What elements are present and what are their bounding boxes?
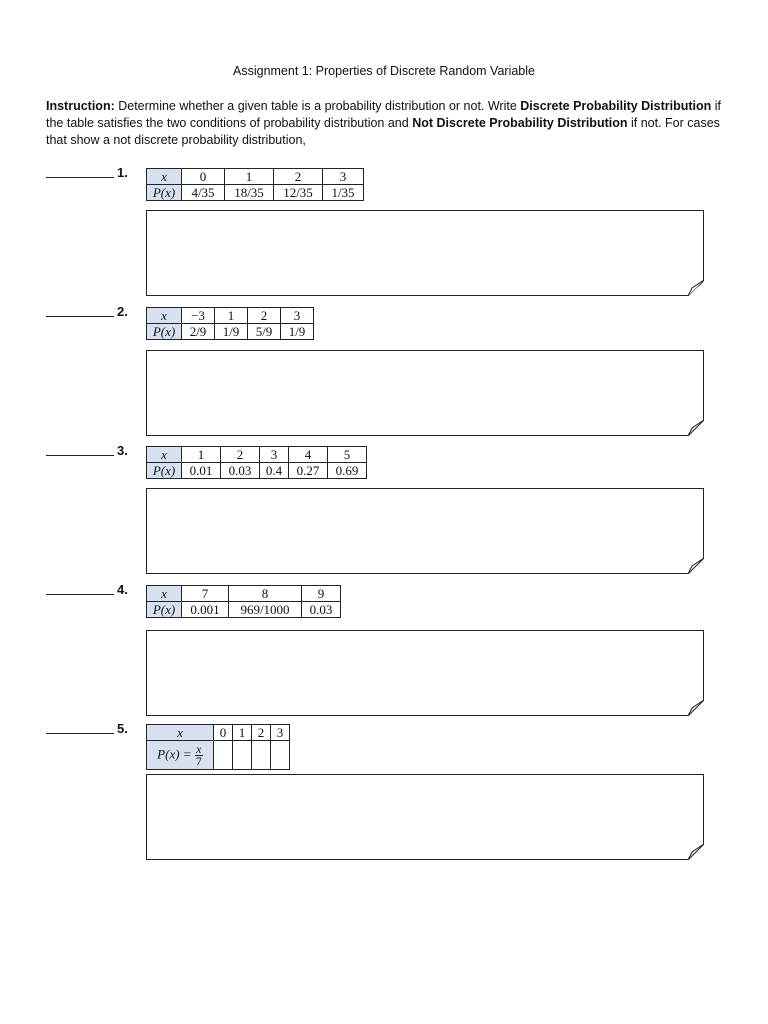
answer-blank[interactable] — [46, 177, 114, 178]
item-number: 3. — [117, 443, 128, 458]
instruction-text-2: if the table satisfies the two conditions of probability distribution and — [46, 99, 722, 130]
answer-blank[interactable] — [46, 733, 114, 734]
p-value — [214, 741, 233, 770]
p-value: 0.27 — [289, 463, 328, 479]
page-curl-icon — [688, 420, 704, 436]
p-value: 0.001 — [182, 602, 229, 618]
x-value: 8 — [229, 586, 302, 602]
p-value — [252, 741, 271, 770]
answer-box[interactable] — [146, 488, 704, 574]
p-value — [233, 741, 252, 770]
p-formula-label: P(x) = — [157, 745, 192, 761]
x-value: 2 — [248, 308, 281, 324]
p-header — [147, 741, 214, 770]
item-number: 4. — [117, 582, 128, 597]
x-value: 3 — [260, 447, 289, 463]
instruction-text-1: Determine whether a given table is a probability distribution or not. Write — [114, 99, 521, 113]
probability-table — [146, 724, 290, 770]
x-value: −3 — [182, 308, 215, 324]
instruction-label: Instruction: — [46, 99, 115, 113]
x-value: 2 — [274, 169, 323, 185]
p-value: 0.69 — [328, 463, 367, 479]
p-value: 12/35 — [274, 185, 323, 201]
p-header: P(x) — [147, 185, 182, 201]
page-curl-icon — [688, 844, 704, 860]
x-value: 1 — [233, 725, 252, 741]
item-number: 1. — [117, 165, 128, 180]
p-value — [271, 741, 290, 770]
x-value: 0 — [214, 725, 233, 741]
instruction-bold-1: Discrete Probability Distribution — [520, 99, 712, 113]
x-value: 2 — [252, 725, 271, 741]
x-header: x — [147, 308, 182, 324]
p-value: 0.03 — [221, 463, 260, 479]
x-value: 1 — [225, 169, 274, 185]
probability-table — [146, 585, 341, 618]
x-value: 9 — [302, 586, 341, 602]
x-header: x — [147, 447, 182, 463]
x-value: 1 — [182, 447, 221, 463]
x-value: 7 — [182, 586, 229, 602]
answer-box[interactable] — [146, 210, 704, 296]
answer-box[interactable] — [146, 350, 704, 436]
x-value: 2 — [221, 447, 260, 463]
x-header: x — [147, 725, 214, 741]
x-header: x — [147, 169, 182, 185]
answer-blank[interactable] — [46, 316, 114, 317]
probability-table — [146, 168, 364, 201]
x-value: 1 — [215, 308, 248, 324]
p-header: P(x) — [147, 602, 182, 618]
x-value: 3 — [323, 169, 364, 185]
p-value: 1/35 — [323, 185, 364, 201]
p-fraction — [195, 741, 203, 768]
assignment-title: Assignment 1: Properties of Discrete Random Variable — [233, 64, 535, 78]
p-value: 4/35 — [182, 185, 225, 201]
p-value: 0.01 — [182, 463, 221, 479]
p-value: 969/1000 — [229, 602, 302, 618]
x-value: 5 — [328, 447, 367, 463]
instruction-paragraph — [46, 98, 726, 149]
p-value: 5/9 — [248, 324, 281, 340]
x-value: 0 — [182, 169, 225, 185]
answer-blank[interactable] — [46, 455, 114, 456]
page-curl-icon — [688, 700, 704, 716]
answer-box[interactable] — [146, 774, 704, 860]
answer-blank[interactable] — [46, 594, 114, 595]
p-value: 2/9 — [182, 324, 215, 340]
probability-table — [146, 446, 367, 479]
x-value: 3 — [271, 725, 290, 741]
page-curl-icon — [688, 280, 704, 296]
x-header: x — [147, 586, 182, 602]
p-header: P(x) — [147, 463, 182, 479]
instruction-bold-2: Not Discrete Probability Distribution — [412, 116, 628, 130]
p-value: 0.03 — [302, 602, 341, 618]
x-value: 4 — [289, 447, 328, 463]
fraction-denominator: 7 — [195, 753, 202, 768]
instruction-text-3: if not. For cases that show a not discrete probability distribution, — [46, 116, 720, 147]
probability-table — [146, 307, 314, 340]
fraction-numerator: x — [196, 741, 202, 756]
p-value: 1/9 — [215, 324, 248, 340]
x-value: 3 — [281, 308, 314, 324]
page-curl-icon — [688, 558, 704, 574]
item-number: 5. — [117, 721, 128, 736]
item-number: 2. — [117, 304, 128, 319]
p-value: 0.4 — [260, 463, 289, 479]
p-header: P(x) — [147, 324, 182, 340]
p-value: 18/35 — [225, 185, 274, 201]
p-value: 1/9 — [281, 324, 314, 340]
answer-box[interactable] — [146, 630, 704, 716]
